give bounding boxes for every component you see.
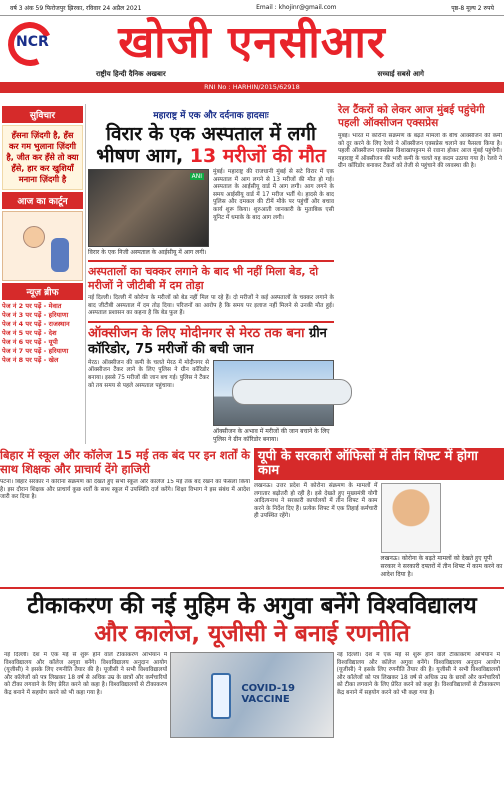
news-brief-header: न्यूज़ ब्रीफ <box>2 283 83 300</box>
issue-date: वर्ष 3 अंक 59 फिरोजपुर झिरका, रविवार 24 अप्रैल 2021 <box>10 4 142 12</box>
photo-caption: विरार के एक निजी अस्पताल के आईसीयू में आग लगी। <box>88 249 207 256</box>
section-divider <box>0 587 504 589</box>
up-caption: लखनऊ। कोरोना के बढ़ते मामलों को देखते हुए यूपी सरकार ने सरकारी दफ्तरों में तीन शिफ्ट में काम करने का आदेश दिया है। <box>380 555 503 578</box>
bihar-headline[interactable]: बिहार में स्कूल और कॉलेज 15 मई तक बंद पर इन शर्तों के साथ शिक्षक और प्राचार्य देंगे हाजिरी <box>0 448 251 476</box>
cartoon-figure-icon <box>51 238 69 272</box>
fire-photo <box>88 169 209 247</box>
brief-item[interactable]: पेज नं 7 पर पढ़ें - हरियाणा <box>2 347 69 355</box>
second-headline[interactable]: अस्पतालों का चक्कर लगाने के बाद भी नहीं मिला बेड, दो मरीजों ने जीटीबी में दम तोड़ा <box>88 265 319 292</box>
issue-info-strip <box>0 0 504 16</box>
ncr-logo <box>6 20 64 66</box>
brief-item[interactable]: पेज नं 8 पर पढ़ें - खेल <box>2 356 59 364</box>
brief-item[interactable]: पेज नं 6 पर पढ़ें - यूपी <box>2 338 58 346</box>
up-headline[interactable]: यूपी के सरकारी ऑफिसों में तीन शिफ्ट में होगा काम <box>254 448 504 480</box>
news-brief-list <box>2 302 83 365</box>
thought-quote: हँसना ज़िंदगी है, हँस कर गम भुलाना ज़िंदगी है, जीत कर हँसे तो क्या हँसे, हार कर खुशियाँ मनाना ज़िंदगी है <box>2 125 83 190</box>
up-text: लखनऊ। उत्तर प्रदेश में कोरोना संक्रमण के मामलों में लगातार बढ़ोतरी हो रही है। इसे देखते हुए मुख्यमंत्री योगी आदित्यनाथ ने सरकारी कार्यालयों में तीन शिफ्ट में काम करने के निर्देश दिए हैं। प्रत्येक शिफ्ट में एक तिहाई कर्मचारी ही उपस्थित रहेंगे। <box>254 483 378 520</box>
vaccination-body <box>0 652 504 792</box>
lead-body <box>88 169 334 257</box>
cartoon-header: आज का कार्टून <box>2 192 83 209</box>
section-divider <box>88 260 334 262</box>
lead-kicker: महाराष्ट्र में एक और दर्दनाक हादसाः <box>153 111 269 121</box>
tagline-row <box>0 70 504 80</box>
oxygen-body <box>88 360 334 444</box>
vaccination-text: नई दिल्ली। देश में एक मई से शुरू होने वाले टीकाकरण अभियान में विश्वविद्यालय और कॉलेज अगुवा बनेंगे। विश्वविद्यालय अनुदान आयोग (यूजीसी) ने इसके लिए रणनीति तैयार की है। यूजीसी ने सभी विश्वविद्यालयों और कॉलेजों को पत्र लिखकर 18 वर्ष से अधिक उम्र के छात्रों और कर्मचारियों को टीका लगवाने के लिए प्रेरित करने को कहा है। विश्वविद्यालयों से टीकाकरण केंद्र बनाने में सहयोग करने को भी कहा गया है। <box>4 652 168 696</box>
right-text: मुंबई। भारत में कोरोना संक्रमण के बढ़ते मामलों के बीच ऑक्सीजन की कमी को दूर करने के लिए रेलवे ने ऑक्सीजन एक्सप्रेस चलाने का फैसला किया है। पहली ऑक्सीजन एक्सप्रेस विशाखापट्टनम से रवाना होकर आज मुंबई पहुंचेगी। महाराष्ट्र में ऑक्सीजन की भारी कमी के चलते यह कदम उठाया गया है। रेलवे ने ग्रीन कॉरिडोर बनाकर टैंकरों को तेजी से पहुंचाने की व्यवस्था की है। <box>338 133 502 170</box>
oxygen-headline[interactable]: ऑक्सीजन के लिए मोदीनगर से मेरठ तक बना ग्रीन कॉरिडोर, 75 मरीजों की बची जान <box>88 325 327 357</box>
page-price: पृष्ठ-8 मूल्य 2 रुपये <box>451 4 494 12</box>
tagline-left: राष्ट्रीय हिन्दी दैनिक अखबार <box>96 70 166 78</box>
oxygen-text: मेरठ। ऑक्सीजन की कमी के चलते मेरठ में मोदीनगर से ऑक्सीजन टैंकर लाने के लिए पुलिस ने ग्रीन कॉरिडोर बनाया। इससे 75 मरीजों की जान बच गई। पुलिस ने टैंकर को तय समय से पहले अस्पताल पहुंचाया। <box>88 359 209 389</box>
masthead <box>0 16 504 70</box>
tanker-caption: ऑक्सीजन के अभाव में मरीजों की जान बचाने के लिए पुलिस ने ग्रीन कॉरिडोर बनाया। <box>213 427 330 443</box>
photo-credit: ANI <box>191 173 202 180</box>
cartoon-image <box>2 211 83 281</box>
tagline-right: सच्चाई सबसे आगे <box>377 70 424 78</box>
up-body <box>254 483 504 579</box>
vaccination-story <box>0 584 504 792</box>
lead-text: मुंबई। महाराष्ट्र की राजधानी मुंबई से सटे विरार में एक अस्पताल में आग लगने से 13 मरीजों की मौत हो गई। अस्पताल के आईसीयू वार्ड में आग लगी। आग लगने के समय आईसीयू वार्ड में 17 मरीज भर्ती थे। हादसे के बाद पुलिस और दमकल की टीमें मौके पर पहुंचीं और बचाव कार्य शुरू किया। शुरुआती जानकारी के मुताबिक एसी यूनिट में धमाके के बाद आग लगी। <box>213 169 334 221</box>
vaccine-vial-icon <box>211 673 231 719</box>
vaccine-label: COVID-19 VACCINE <box>241 683 295 705</box>
newspaper-title: खोजी एनसीआर <box>118 17 386 68</box>
brief-item[interactable]: पेज नं 5 पर पढ़ें - देश <box>2 329 57 337</box>
right-column <box>338 104 502 308</box>
logo-text: NCR <box>16 34 49 50</box>
lead-headline[interactable]: विरार के एक अस्पताल में लगी भीषण आग, 13 मरीजों की मौत <box>96 123 326 167</box>
email-text: Email : khojinr@gmail.com <box>256 4 337 11</box>
thought-header: सुविचार <box>2 106 83 123</box>
brief-item[interactable]: पेज नं 3 पर पढ़ें - हरियाणा <box>2 311 69 319</box>
brief-item[interactable]: पेज नं 4 पर पढ़ें - राजस्थान <box>2 320 70 328</box>
cartoon-face-icon <box>23 226 45 248</box>
vaccine-photo <box>170 652 333 738</box>
registration-bar: RNI No : HARHIN/2015/62918 <box>0 82 504 93</box>
tanker-icon <box>232 379 352 405</box>
right-headline[interactable]: रेल टैंकरों को लेकर आज मुंबई पहुंचेगी पहली ऑक्सीजन एक्सप्रेस <box>338 104 485 129</box>
vaccination-text-cont: नई दिल्ली। देश में एक मई से शुरू होने वाले टीकाकरण अभियान में विश्वविद्यालय और कॉलेज अगुवा बनेंगे। विश्वविद्यालय अनुदान आयोग (यूजीसी) ने इसके लिए रणनीति तैयार की है। यूजीसी ने सभी विश्वविद्यालयों और कॉलेजों को पत्र लिखकर 18 वर्ष से अधिक उम्र के छात्रों और कर्मचारियों को टीका लगवाने के लिए प्रेरित करने को कहा है। विश्वविद्यालयों से टीकाकरण केंद्र बनाने में सहयोग करने को भी कहा गया है। <box>336 652 500 696</box>
lead-story <box>88 104 334 444</box>
left-sidebar <box>0 104 86 444</box>
tanker-photo <box>213 360 334 426</box>
section-divider <box>88 321 334 323</box>
bihar-text: पटना। बिहार सरकार ने कोरोना संक्रमण को देखते हुए सभी स्कूल और कॉलेज 15 मई तक बंद रखने का फैसला किया है। इस दौरान शिक्षक और प्राचार्य कुछ शर्तों के साथ स्कूल में उपस्थिति दर्ज करेंगे। शिक्षा विभाग ने इस संबंध में आदेश जारी कर दिया है। <box>0 479 250 501</box>
second-text: नई दिल्ली। दिल्ली में कोरोना के मरीजों को बेड नहीं मिल पा रहे हैं। दो मरीजों ने कई अस्पतालों के चक्कर लगाने के बाद जीटीबी अस्पताल में दम तोड़ दिया। परिजनों का आरोप है कि समय पर इलाज नहीं मिलने से उनकी मौत हुई। अस्पताल प्रशासन का कहना है कि बेड फुल हैं। <box>88 295 334 317</box>
vaccination-headline[interactable]: टीकाकरण की नई मुहिम के अगुवा बनेंगे विश्वविद्यालय और कालेज, यूजीसी ने बनाई रणनीति <box>27 593 477 647</box>
up-story <box>254 448 504 579</box>
cm-photo <box>381 483 441 553</box>
brief-item[interactable]: पेज नं 2 पर पढ़ें - मेवात <box>2 302 62 310</box>
bihar-story <box>0 448 250 569</box>
